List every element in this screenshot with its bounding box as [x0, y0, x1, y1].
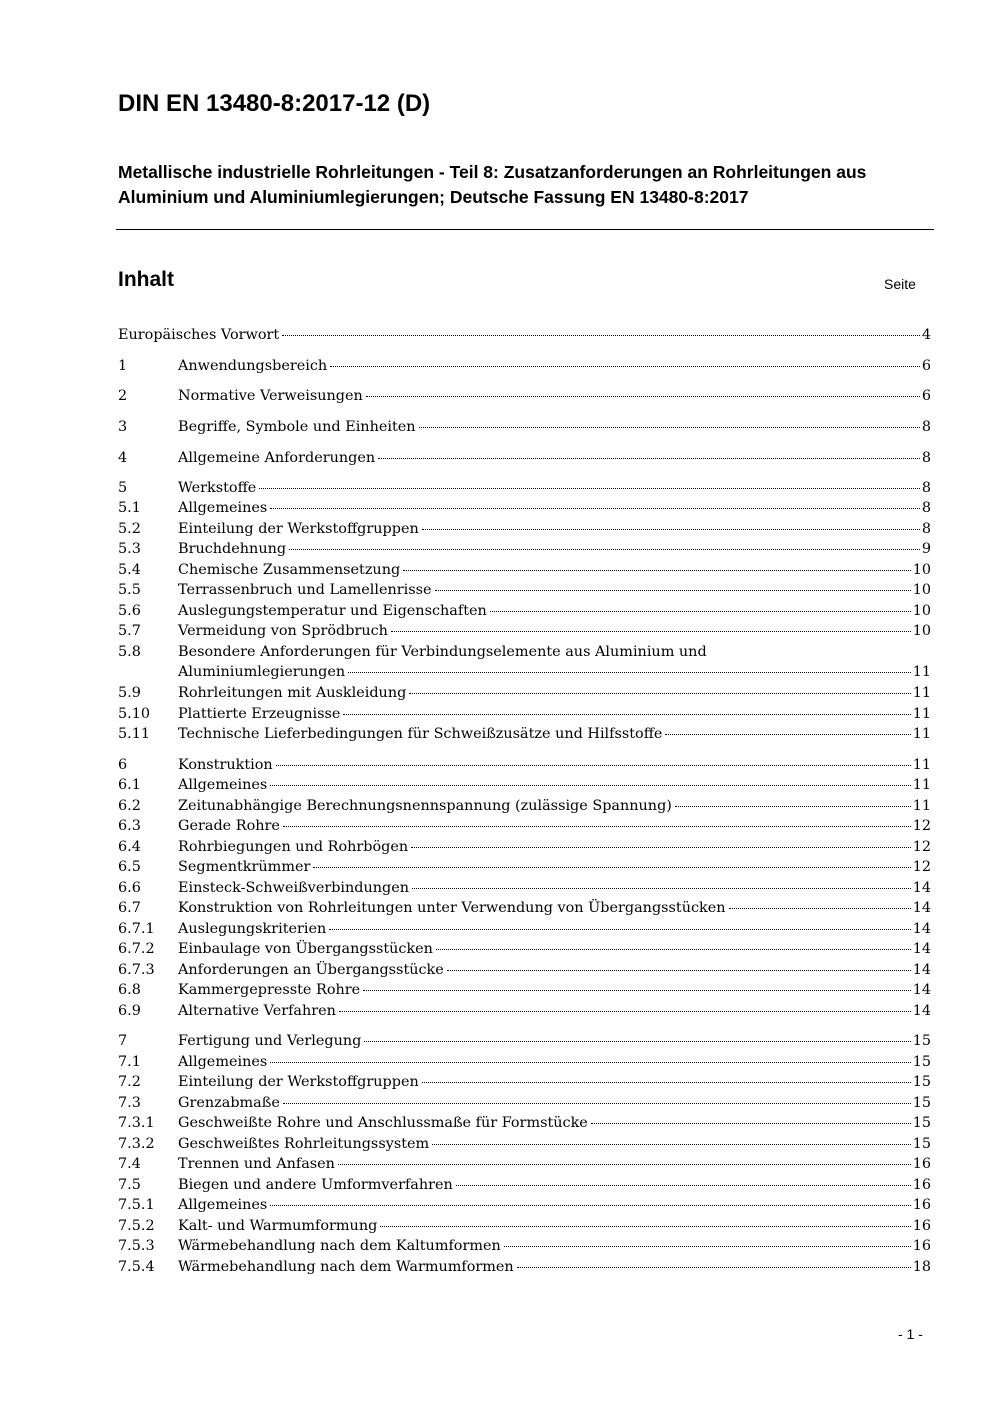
toc-leader-dots: [270, 507, 920, 509]
toc-entry-page: 8: [921, 500, 931, 516]
toc-entry[interactable]: [118, 816, 931, 836]
toc-entry-page: 15: [912, 1136, 931, 1152]
toc-entry-number: 7.5.1: [118, 1197, 155, 1213]
toc-entry-title: Allgemeine Anforderungen: [178, 450, 376, 466]
toc-leader-dots: [364, 1040, 910, 1042]
toc-entry-page: 15: [912, 1054, 931, 1070]
toc-entry[interactable]: [118, 837, 931, 857]
toc-entry[interactable]: [118, 519, 931, 539]
toc-entry[interactable]: [118, 775, 931, 795]
toc-entry[interactable]: [118, 755, 931, 775]
toc-entry-page: 15: [912, 1115, 931, 1131]
toc-entry-page: 14: [912, 900, 931, 916]
toc-leader-dots: [283, 825, 911, 827]
toc-entry-page: 11: [912, 685, 931, 701]
toc-entry-number: 6.5: [118, 859, 141, 875]
toc-leader-dots: [270, 784, 910, 786]
toc-heading: Inhalt: [118, 268, 174, 291]
toc-entry-page: 11: [912, 798, 931, 814]
toc-entry-page: 15: [912, 1074, 931, 1090]
toc-entry-number: 6.4: [118, 839, 141, 855]
toc-leader-dots: [259, 487, 920, 489]
toc-entry-number: 5.10: [118, 706, 151, 722]
toc-entry[interactable]: [118, 1052, 931, 1072]
toc-entry-page: 8: [921, 521, 931, 537]
toc-entry-number: 5.8: [118, 644, 141, 660]
toc-entry-number: 5.6: [118, 603, 141, 619]
toc-page-column-label: Seite: [884, 276, 916, 292]
toc-entry-title-line2: Aluminiumlegierungen: [178, 664, 346, 680]
toc-entry-number: 7.1: [118, 1054, 141, 1070]
toc-entry-number: 4: [118, 450, 128, 466]
toc-entry-number: 6.7.2: [118, 941, 155, 957]
toc-entry-page: 11: [912, 757, 931, 773]
toc-entry-number: 5: [118, 480, 128, 496]
toc-entry[interactable]: [118, 683, 931, 703]
toc-entry-page: 11: [912, 777, 931, 793]
toc-entry[interactable]: [118, 1134, 931, 1154]
toc-entry-page: 11: [912, 706, 931, 722]
toc-entry-page: 15: [912, 1033, 931, 1049]
toc-entry-title: Biegen und andere Umformverfahren: [178, 1177, 453, 1193]
toc-entry-number: 5.11: [118, 726, 151, 742]
toc-entry[interactable]: [118, 356, 931, 376]
toc-entry-title: Geschweißte Rohre und Anschlussmaße für Formstücke: [178, 1115, 588, 1131]
toc-entry[interactable]: [118, 1195, 931, 1215]
toc-leader-dots: [403, 569, 911, 571]
toc-entry-page: 6: [921, 358, 931, 374]
toc-entry-page: 15: [912, 1095, 931, 1111]
toc-leader-dots: [409, 692, 910, 694]
toc-leader-dots: [435, 589, 911, 591]
toc-entry-number: 7.3.1: [118, 1115, 155, 1131]
toc-leader-dots: [591, 1122, 911, 1124]
toc-entry-title: Europäisches Vorwort: [118, 327, 280, 343]
toc-leader-dots: [378, 457, 920, 459]
toc-entry-page: 14: [912, 962, 931, 978]
toc-entry-title: Einsteck-Schweißverbindungen: [178, 880, 410, 896]
toc-entry-page: 10: [912, 582, 931, 598]
toc-entry-number: 6.1: [118, 777, 141, 793]
toc-entry-title: Bruchdehnung: [178, 541, 287, 557]
toc-entry-number: 7.4: [118, 1156, 141, 1172]
toc-leader-dots: [411, 846, 911, 848]
toc-leader-dots: [419, 426, 920, 428]
toc-entry-title: Auslegungstemperatur und Eigenschaften: [178, 603, 487, 619]
toc-entry[interactable]: [118, 498, 931, 518]
toc-entry-title: Konstruktion: [178, 757, 273, 773]
toc-entry-page: 14: [912, 921, 931, 937]
toc-entry-title: Rohrleitungen mit Auskleidung: [178, 685, 407, 701]
toc-entry-page: 8: [921, 480, 931, 496]
toc-entry[interactable]: [118, 644, 931, 682]
toc-entry-title: Normative Verweisungen: [178, 388, 363, 404]
toc-entry-number: 6.7.1: [118, 921, 155, 937]
toc-leader-dots: [339, 1010, 911, 1012]
toc-entry-number: 5.7: [118, 623, 141, 639]
toc-entry[interactable]: [118, 724, 931, 744]
toc-entry-number: 7.5.2: [118, 1218, 155, 1234]
toc-leader-dots: [282, 334, 920, 336]
toc-entry-title: Trennen und Anfasen: [178, 1156, 335, 1172]
toc-entry-number: 6: [118, 757, 128, 773]
toc-entry-title: Konstruktion von Rohrleitungen unter Verwendung von Übergangsstücken: [178, 900, 726, 916]
toc-entry-number: 3: [118, 419, 128, 435]
toc-entry[interactable]: [118, 1113, 931, 1133]
toc-entry[interactable]: [118, 898, 931, 918]
toc-entry-number: 6.6: [118, 880, 141, 896]
toc-entry-title: Grenzabmaße: [178, 1095, 280, 1111]
toc-entry[interactable]: [118, 325, 931, 345]
toc-entry-title: Technische Lieferbedingungen für Schweißzusätze und Hilfsstoffe: [178, 726, 663, 742]
toc-entry[interactable]: [118, 1154, 931, 1174]
toc-entry-page: 10: [912, 562, 931, 578]
toc-leader-dots: [363, 989, 911, 991]
toc-entry-number: 5.2: [118, 521, 141, 537]
toc-entry[interactable]: [118, 919, 931, 939]
toc-entry-title: Rohrbiegungen und Rohrbögen: [178, 839, 409, 855]
toc-entry-number: 7.5.4: [118, 1259, 155, 1275]
toc-leader-dots: [665, 733, 910, 735]
toc-leader-dots: [343, 713, 910, 715]
toc-entry-page: 16: [912, 1197, 931, 1213]
toc-entry-page: 12: [912, 859, 931, 875]
toc-leader-dots: [675, 805, 911, 807]
toc-entry-page: 14: [912, 941, 931, 957]
toc-entry-page: 6: [921, 388, 931, 404]
toc-entry-title: Einbaulage von Übergangsstücken: [178, 941, 433, 957]
toc-entry-title: Kalt- und Warmumformung: [178, 1218, 378, 1234]
toc-entry-page: 14: [912, 982, 931, 998]
toc-entry-page: 8: [921, 419, 931, 435]
toc-entry-title: Zeitunabhängige Berechnungsnennspannung (zulässige Spannung): [178, 798, 672, 814]
toc-entry-number: 5.4: [118, 562, 141, 578]
toc-entry-page: 18: [912, 1259, 931, 1275]
toc-entry-page: 12: [912, 839, 931, 855]
toc-entry-number: 1: [118, 358, 128, 374]
toc-leader-dots: [338, 1163, 911, 1165]
toc-entry-page: 8: [921, 450, 931, 466]
toc-entry-page: 16: [912, 1218, 931, 1234]
toc-entry-page: 12: [912, 818, 931, 834]
toc-entry-page: 14: [912, 1003, 931, 1019]
toc-entry[interactable]: [118, 601, 931, 621]
toc-entry[interactable]: [118, 478, 931, 498]
toc-entry-title: Werkstoffe: [178, 480, 257, 496]
toc-entry-title: Chemische Zusammensetzung: [178, 562, 401, 578]
toc-entry-number: 6.2: [118, 798, 141, 814]
document-title: DIN EN 13480-8:2017-12 (D): [118, 90, 431, 117]
toc-entry[interactable]: [118, 796, 931, 816]
toc-entry-number: 7.3.2: [118, 1136, 155, 1152]
toc-entry-title: Einteilung der Werkstoffgruppen: [178, 1074, 419, 1090]
toc-leader-dots: [504, 1245, 911, 1247]
toc-leader-dots: [456, 1184, 911, 1186]
toc-entry[interactable]: [118, 1175, 931, 1195]
toc-entry-number: 6.7.3: [118, 962, 155, 978]
toc-entry[interactable]: [118, 448, 931, 468]
toc-leader-dots: [422, 1081, 911, 1083]
toc-entry[interactable]: [118, 1001, 931, 1021]
toc-leader-dots: [329, 928, 910, 930]
toc-entry[interactable]: [118, 1257, 931, 1277]
toc-leader-dots: [313, 866, 910, 868]
toc-entry-number: 5.9: [118, 685, 141, 701]
toc-leader-dots: [276, 764, 911, 766]
toc-leader-dots: [490, 610, 911, 612]
toc-entry[interactable]: [118, 857, 931, 877]
toc-entry-number: 6.3: [118, 818, 141, 834]
toc-entry-number: 2: [118, 388, 128, 404]
toc-entry[interactable]: [118, 1093, 931, 1113]
toc-entry-page: 14: [912, 880, 931, 896]
toc-leader-dots: [432, 1143, 911, 1145]
toc-entry-page: 16: [912, 1156, 931, 1172]
toc-entry-number: 7.3: [118, 1095, 141, 1111]
toc-leader-dots: [283, 1102, 911, 1104]
toc-entry-title: Wärmebehandlung nach dem Warmumformen: [178, 1259, 514, 1275]
toc-entry-page: 9: [921, 541, 931, 557]
toc-entry-page: 11: [912, 664, 931, 680]
toc-entry-page: 16: [912, 1177, 931, 1193]
toc-entry-page: 10: [912, 603, 931, 619]
toc-entry[interactable]: [118, 417, 931, 437]
toc-entry-title: Auslegungskriterien: [178, 921, 327, 937]
toc-leader-dots: [366, 395, 920, 397]
toc-entry-title: Terrassenbruch und Lamellenrisse: [178, 582, 432, 598]
toc-leader-dots: [289, 548, 920, 550]
toc-entry-page: 10: [912, 623, 931, 639]
toc-leader-dots: [422, 528, 920, 530]
title-divider: [116, 229, 934, 230]
toc-leader-dots: [729, 907, 911, 909]
toc-entry-number: 7.5.3: [118, 1238, 155, 1254]
toc-entry[interactable]: [118, 704, 931, 724]
toc-entry-title: Alternative Verfahren: [178, 1003, 336, 1019]
toc-entry-number: 6.9: [118, 1003, 141, 1019]
toc-entry[interactable]: [118, 560, 931, 580]
toc-entry-title: Begriffe, Symbole und Einheiten: [178, 419, 416, 435]
toc-leader-dots: [330, 365, 920, 367]
toc-entry-number: 7: [118, 1033, 128, 1049]
toc-entry-page: 4: [921, 327, 931, 343]
toc-entry-page: 16: [912, 1238, 931, 1254]
toc-entry-title: Fertigung und Verlegung: [178, 1033, 362, 1049]
toc-entry-title: Geschweißtes Rohrleitungssystem: [178, 1136, 430, 1152]
toc-entry-title: Plattierte Erzeugnisse: [178, 706, 341, 722]
toc-entry-number: 6.8: [118, 982, 141, 998]
toc-entry-title: Wärmebehandlung nach dem Kaltumformen: [178, 1238, 501, 1254]
toc-entry-number: 5.3: [118, 541, 141, 557]
toc-entry-title: Anforderungen an Übergangsstücke: [178, 962, 444, 978]
toc-entry[interactable]: [118, 960, 931, 980]
toc-leader-dots: [380, 1225, 910, 1227]
toc-entry-number: 5.1: [118, 500, 141, 516]
toc-entry-title: Allgemeines: [178, 1054, 268, 1070]
toc-entry[interactable]: [118, 621, 931, 641]
toc-leader-dots: [447, 969, 911, 971]
toc-entry-number: 7.2: [118, 1074, 141, 1090]
toc-entry-title: Gerade Rohre: [178, 818, 280, 834]
toc-leader-dots: [517, 1266, 911, 1268]
toc-leader-dots: [412, 887, 911, 889]
toc-entry[interactable]: [118, 980, 931, 1000]
toc-entry-title: Allgemeines: [178, 500, 268, 516]
toc-leader-dots: [348, 671, 911, 673]
toc-leader-dots: [270, 1061, 910, 1063]
toc-entry-title: Allgemeines: [178, 777, 268, 793]
toc-entry-number: 6.7: [118, 900, 141, 916]
toc-entry-title: Allgemeines: [178, 1197, 268, 1213]
toc-entry-title: Segmentkrümmer: [178, 859, 311, 875]
toc-entry-title: Anwendungsbereich: [178, 358, 328, 374]
toc-entry[interactable]: [118, 580, 931, 600]
toc-entry[interactable]: [118, 939, 931, 959]
toc-entry-title-line1: Besondere Anforderungen für Verbindungselemente aus Aluminium und: [178, 644, 707, 660]
toc-leader-dots: [391, 630, 911, 632]
toc-entry[interactable]: [118, 386, 931, 406]
toc-entry-page: 11: [912, 726, 931, 742]
toc-entry[interactable]: [118, 1031, 931, 1051]
toc-entry-title: Kammergepresste Rohre: [178, 982, 361, 998]
toc-entry[interactable]: [118, 539, 931, 559]
toc-entry[interactable]: [118, 1072, 931, 1092]
toc-entry[interactable]: [118, 1236, 931, 1256]
document-subtitle: Metallische industrielle Rohrleitungen - Teil 8: Zusatzanforderungen an Rohrleitungen aus Aluminium und Aluminiumlegierungen; Deutsche Fassung EN 13480-8:2017: [118, 162, 867, 207]
toc-entry[interactable]: [118, 878, 931, 898]
toc-leader-dots: [436, 948, 911, 950]
toc-leader-dots: [270, 1204, 910, 1206]
toc-entry-number: 5.5: [118, 582, 141, 598]
toc-entry-number: 7.5: [118, 1177, 141, 1193]
toc-entry-title: Vermeidung von Sprödbruch: [178, 623, 388, 639]
page-number: - 1 -: [898, 1326, 923, 1342]
toc-entry[interactable]: [118, 1216, 931, 1236]
toc-entry-title: Einteilung der Werkstoffgruppen: [178, 521, 419, 537]
